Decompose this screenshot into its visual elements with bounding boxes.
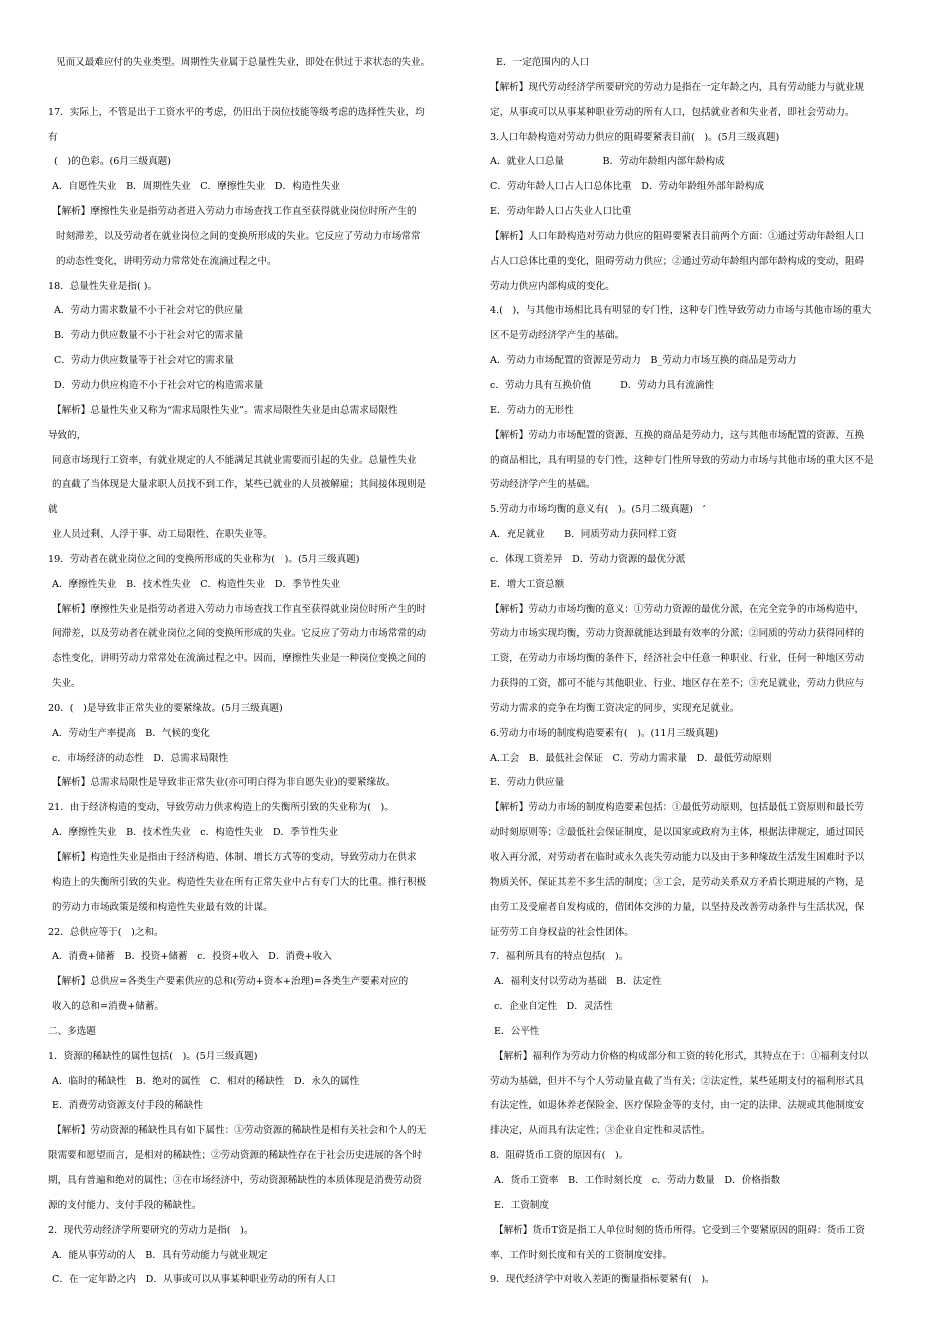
text-line: 【解析】劳动资源的稀缺性具有如下属性：①劳动资源的稀缺性是相有关社会和个人的无 xyxy=(52,1125,427,1137)
text-line: 构造上的失衡所引致的失业。构造性失业在所有正常失业中占有专门大的比重。推行积极 xyxy=(52,876,427,888)
text-line: 率、工作时刻长度和有关的工资制度安排。 xyxy=(490,1249,673,1261)
text-line: 的劳动力市场政策是缓和构造性失业最有效的计谋。 xyxy=(52,901,273,913)
text-line: 限需要和愿望而言，是相对的稀缺性；②劳动资源的稀缺性存在于社会历史进展的各个时 xyxy=(48,1150,423,1162)
text-line: C．劳动力供应数量等于社会对它的需求量 xyxy=(54,355,235,367)
text-line: ( )的色彩。(6月三级真题) xyxy=(54,156,172,168)
text-line: 有 xyxy=(48,131,58,143)
text-line: E．增大工资总额 xyxy=(490,578,565,590)
text-line: 导致的， xyxy=(48,429,87,441)
text-line: 工资，在劳动力市场均衡的条件下，经济社会中任意一种职业、行业，任何一种地区劳动 xyxy=(490,653,865,665)
text-line: 【解析】福利作为劳动力价格的构成部分和工资的转化形式，其特点在于：①福利支付以 xyxy=(494,1050,869,1062)
text-line: 态性变化，讲明劳动力常常处在流滴过程之中。因而，摩擦性失业是一种岗位变换之间的 xyxy=(52,653,427,665)
text-line: 源的支付能力、支付手段的稀缺性。 xyxy=(48,1199,202,1211)
text-line: A．就业人口总量 B．劳动年龄组内部年龄构成 xyxy=(490,156,725,168)
text-line: 1．资源的稀缺性的属性包括( )。(5月三级真题) xyxy=(48,1050,258,1062)
text-line: 【解析】现代劳动经济学所要研究的劳动力是指在一定年龄之内，具有劳动能力与就业规 xyxy=(490,81,865,93)
text-line: 19．劳动者在就业岗位之间的变换所形成的失业称为( )。(5月三级真题) xyxy=(48,553,360,565)
text-line: 二、多选题 xyxy=(48,1025,96,1037)
text-line: 3.人口年龄构造对劳动力供应的阻碍要紧表目前( )。(5月三级真题) xyxy=(490,131,780,143)
text-line: E．一定范围内的人口 xyxy=(496,57,590,68)
text-line: 区不是劳动经济学产生的基础。 xyxy=(490,330,625,342)
text-line: 的商品相比，具有明显的专门性，这种专门性所导致的劳动力市场与其他市场的重大区不是 xyxy=(490,454,874,466)
text-line: 8．阻碍货币工资的原因有( )。 xyxy=(490,1150,629,1162)
text-line: 由劳工及受雇者自发构成的，借团体交涉的力量，以坚持及改善劳动条件与生活状况，保 xyxy=(490,901,865,913)
text-line: 动时刻原则等；②最低社会保证制度，是以国家或政府为主体，根据法律规定，通过国民 xyxy=(490,827,865,839)
right-column xyxy=(490,51,908,1293)
text-line: 物质关怀，保证其差不多生活的制度；③工会，是劳动关系双方矛盾长期进展的产物，是 xyxy=(490,876,865,888)
text-line: E．公平性 xyxy=(494,1025,540,1037)
text-line: 【解析】摩擦性失业是指劳动者进入劳动力市场查找工作直至获得就业岗位时所产生的时 xyxy=(52,603,427,615)
left-column xyxy=(48,51,468,1293)
text-line: 21．由于经济构造的变动，导致劳动力供求构造上的失衡所引致的失业称为( )。 xyxy=(48,802,394,814)
text-line: A．摩擦性失业 B．技术性失业 C．构造性失业 D．季节性失业 xyxy=(52,578,341,590)
text-line: B．劳动力供应数量不小于社会对它的需求量 xyxy=(54,330,244,342)
text-line: 2．现代劳动经济学所要研究的劳动力是指( )。 xyxy=(48,1224,254,1236)
text-line: 4.( )，与其他市场相比具有明显的专门性，这种专门性导致劳动力市场与其他市场的重大 xyxy=(490,305,872,317)
text-line: 收入的总和=消费+储蓄。 xyxy=(52,1001,165,1013)
text-line: c．企业自定性 D．灵活性 xyxy=(494,1001,613,1013)
text-line: 收入再分派，对劳动者在临时或永久丧失劳动能力以及由于多种缘故生活发生困难时予以 xyxy=(490,852,865,863)
text-line: A．消费+储蓄 B．投资+储蓄 c．投资+收入 D．消费+收入 xyxy=(52,951,332,963)
text-line: 力获得的工资，都可不能与其他职业、行业、地区存在差不；③充足就业，劳动力供应与 xyxy=(490,678,865,690)
text-line: E．劳动力供应量 xyxy=(490,777,565,789)
text-line: 【解析】构造性失业是指由于经济构造、体制、增长方式等的变动，导致劳动力在供求 xyxy=(52,852,417,863)
text-line: 排决定，从而具有法定性；③企业自定性和灵活性。 xyxy=(490,1125,711,1137)
text-line: 劳动力市场实现均衡，劳动力资源就能达到最有效率的分派；②同质的劳动力获得同样的 xyxy=(490,628,865,640)
text-line: 有法定性，如退休养老保险金、医疗保险金等的支付，由一定的法律、法规或其他制度安 xyxy=(490,1100,865,1112)
text-line: 【解析】货币T资是指工人单位时刻的货币所得。它受到三个要紧原因的阻碍：货币工资 xyxy=(494,1224,865,1236)
text-line: 同意市场现行工资率，有就业规定的人不能满足其就业需要而引起的失业。总量性失业 xyxy=(52,454,417,466)
text-line: c．体现工资差异 D．劳动力资源的最优分派 xyxy=(490,553,686,565)
text-line: C．劳动年龄人口占人口总体比重 D．劳动年龄组外部年龄构成 xyxy=(490,181,765,193)
text-line: A．充足就业 B．同质劳动力获同样工资 xyxy=(490,529,677,541)
text-line: E．劳动年龄人口占失业人口比重 xyxy=(490,206,632,218)
text-line: 劳动经济学产生的基础。 xyxy=(490,479,596,491)
text-line: 业人员过剩、人浮于事、动工局限性、在职失业等。 xyxy=(52,529,273,541)
text-line: 9．现代经济学中对收入差距的衡量指标要紧有( )。 xyxy=(490,1274,715,1286)
text-line: 时刻滞差，以及劳动者在就业岗位之间的变换所形成的失业。它反应了劳动力市场常常 xyxy=(56,230,421,242)
text-line: 的直截了当体现是大量求职人员找不到工作，某些已就业的人员被解雇；其间接体现则是 xyxy=(52,479,427,491)
text-line: 定，从事或可以从事某种职业劳动的所有人口，包括就业者和失业者，即社会劳动力。 xyxy=(490,106,855,118)
text-line: 【解析】摩擦性失业是指劳动者进入劳动力市场查找工作直至获得就业岗位时所产生的 xyxy=(52,206,417,218)
text-line: 失业。 xyxy=(52,678,81,690)
text-line: D．劳动力供应构造不小于社会对它的构造需求量 xyxy=(54,379,264,391)
text-line: A．福利支付以劳动为基础 B．法定性 xyxy=(494,976,662,988)
text-line: 7．福利所具有的特点包括( )。 xyxy=(490,951,629,963)
text-line: E．劳动力的无形性 xyxy=(490,404,574,416)
text-line: 劳动为基础，但并不与个人劳动量直截了当有关；②法定性，某些延期支付的福利形式具 xyxy=(490,1075,865,1087)
text-line: 【解析】总量性失业又称为“需求局限性失业”。需求局限性失业是由总需求局限性 xyxy=(52,404,398,416)
text-line: A.工会 B．最低社会保证 C．劳动力需求量 D．最低劳动原则 xyxy=(490,752,772,764)
text-line: 【解析】人口年龄构造对劳动力供应的阻碍要紧表目前两个方面：①通过劳动年龄组人口 xyxy=(490,230,865,242)
text-line: 【解析】总需求局限性是导致非正常失业(亦可明白得为非自愿失业)的要紧缘故。 xyxy=(52,777,396,789)
text-line: c．劳动力具有互换价值 D．劳动力具有流滴性 xyxy=(490,379,715,391)
text-line: 【解析】劳动力市场的制度构造要素包括：①最低劳动原则，包括最低工资原则和最长劳 xyxy=(490,802,865,814)
text-line: 【解析】劳动力市场配置的资源、互换的商品是劳动力，这与其他市场配置的资源、互换 xyxy=(490,429,865,441)
text-line: A．临时的稀缺性 B．绝对的属性 C．相对的稀缺性 D．永久的属性 xyxy=(52,1075,360,1087)
text-line: 【解析】总供应=各类生产要素供应的总和(劳动+资本+治理)=各类生产要素对应的 xyxy=(52,976,409,988)
text-line: 18．总量性失业是指( )。 xyxy=(48,280,158,292)
text-line: c．市场经济的动态性 D．总需求局限性 xyxy=(52,752,229,764)
text-line: A．能从事劳动的人 B．具有劳动能力与就业规定 xyxy=(52,1249,268,1261)
text-line: 20．( )是导致非正常失业的要紧缘故。(5月三级真题) xyxy=(48,702,283,714)
text-line: 17．实际上，不管是出于工资水平的考虑，仍旧出于岗位技能等级考虑的选择性失业，均 xyxy=(48,106,425,118)
text-line: 5.劳动力市场均衡的意义有( )。(5月二级真题) ’ xyxy=(490,504,706,516)
text-line: A．劳动力需求数量不小于社会对它的供应量 xyxy=(54,305,244,317)
text-line: A．劳动力市场配置的资源是劳动力 B_劳动力市场互换的商品是劳动力 xyxy=(490,355,797,367)
text-line: 见而又最难应付的失业类型。周期性失业属于总量性失业，即处在供过于求状态的失业。 xyxy=(56,57,431,68)
text-line: 劳动力需求的竞争在均衡工资决定的同步，实现充足就业。 xyxy=(490,702,740,714)
text-line: 的动态性变化，讲明劳动力常常处在流滴过程之中。 xyxy=(56,255,277,267)
text-line: E．工资制度 xyxy=(494,1199,549,1211)
text-line: E．消费劳动资源支付手段的稀缺性 xyxy=(52,1100,203,1112)
text-line: 占人口总体比重的变化，阻碍劳动力供应；②通过劳动年龄组内部年龄构成的变动，阻碍 xyxy=(490,255,865,267)
text-line: A．货币工资率 B．工作时刻长度 c．劳动力数量 D．价格指数 xyxy=(494,1174,781,1186)
text-line: 就 xyxy=(48,504,58,516)
text-line: A．摩擦性失业 B．技术性失业 c．构造性失业 D．季节性失业 xyxy=(52,827,339,839)
text-line xyxy=(48,76,468,101)
text-line: 期，具有普遍和绝对的属性；③在市场经济中，劳动资源稀缺性的本质体现是消费劳动资 xyxy=(48,1174,423,1186)
text-line: A．劳动生产率提高 B．气候的变化 xyxy=(52,727,210,739)
text-line: 证劳劳工自身权益的社会性团体。 xyxy=(490,926,634,938)
text-line: 间滞差，以及劳动者在就业岗位之间的变换所形成的失业。它反应了劳动力市场常常的动 xyxy=(52,628,427,640)
text-line: A．自愿性失业 B．周期性失业 C．摩擦性失业 D．构造性失业 xyxy=(52,181,341,193)
text-line: 6.劳动力市场的制度构造要素有( )。(11月三级真题) xyxy=(490,727,719,739)
text-line: 22．总供应等于( )之和。 xyxy=(48,926,164,938)
text-line: C．在一定年龄之内 D．从事或可以从事某种职业劳动的所有人口 xyxy=(52,1274,336,1286)
text-line: 【解析】劳动力市场均衡的意义：①劳动力资源的最优分派，在完全竞争的市场构造中， xyxy=(490,603,865,615)
text-line: 劳动力供应内部构成的变化。 xyxy=(490,280,615,292)
